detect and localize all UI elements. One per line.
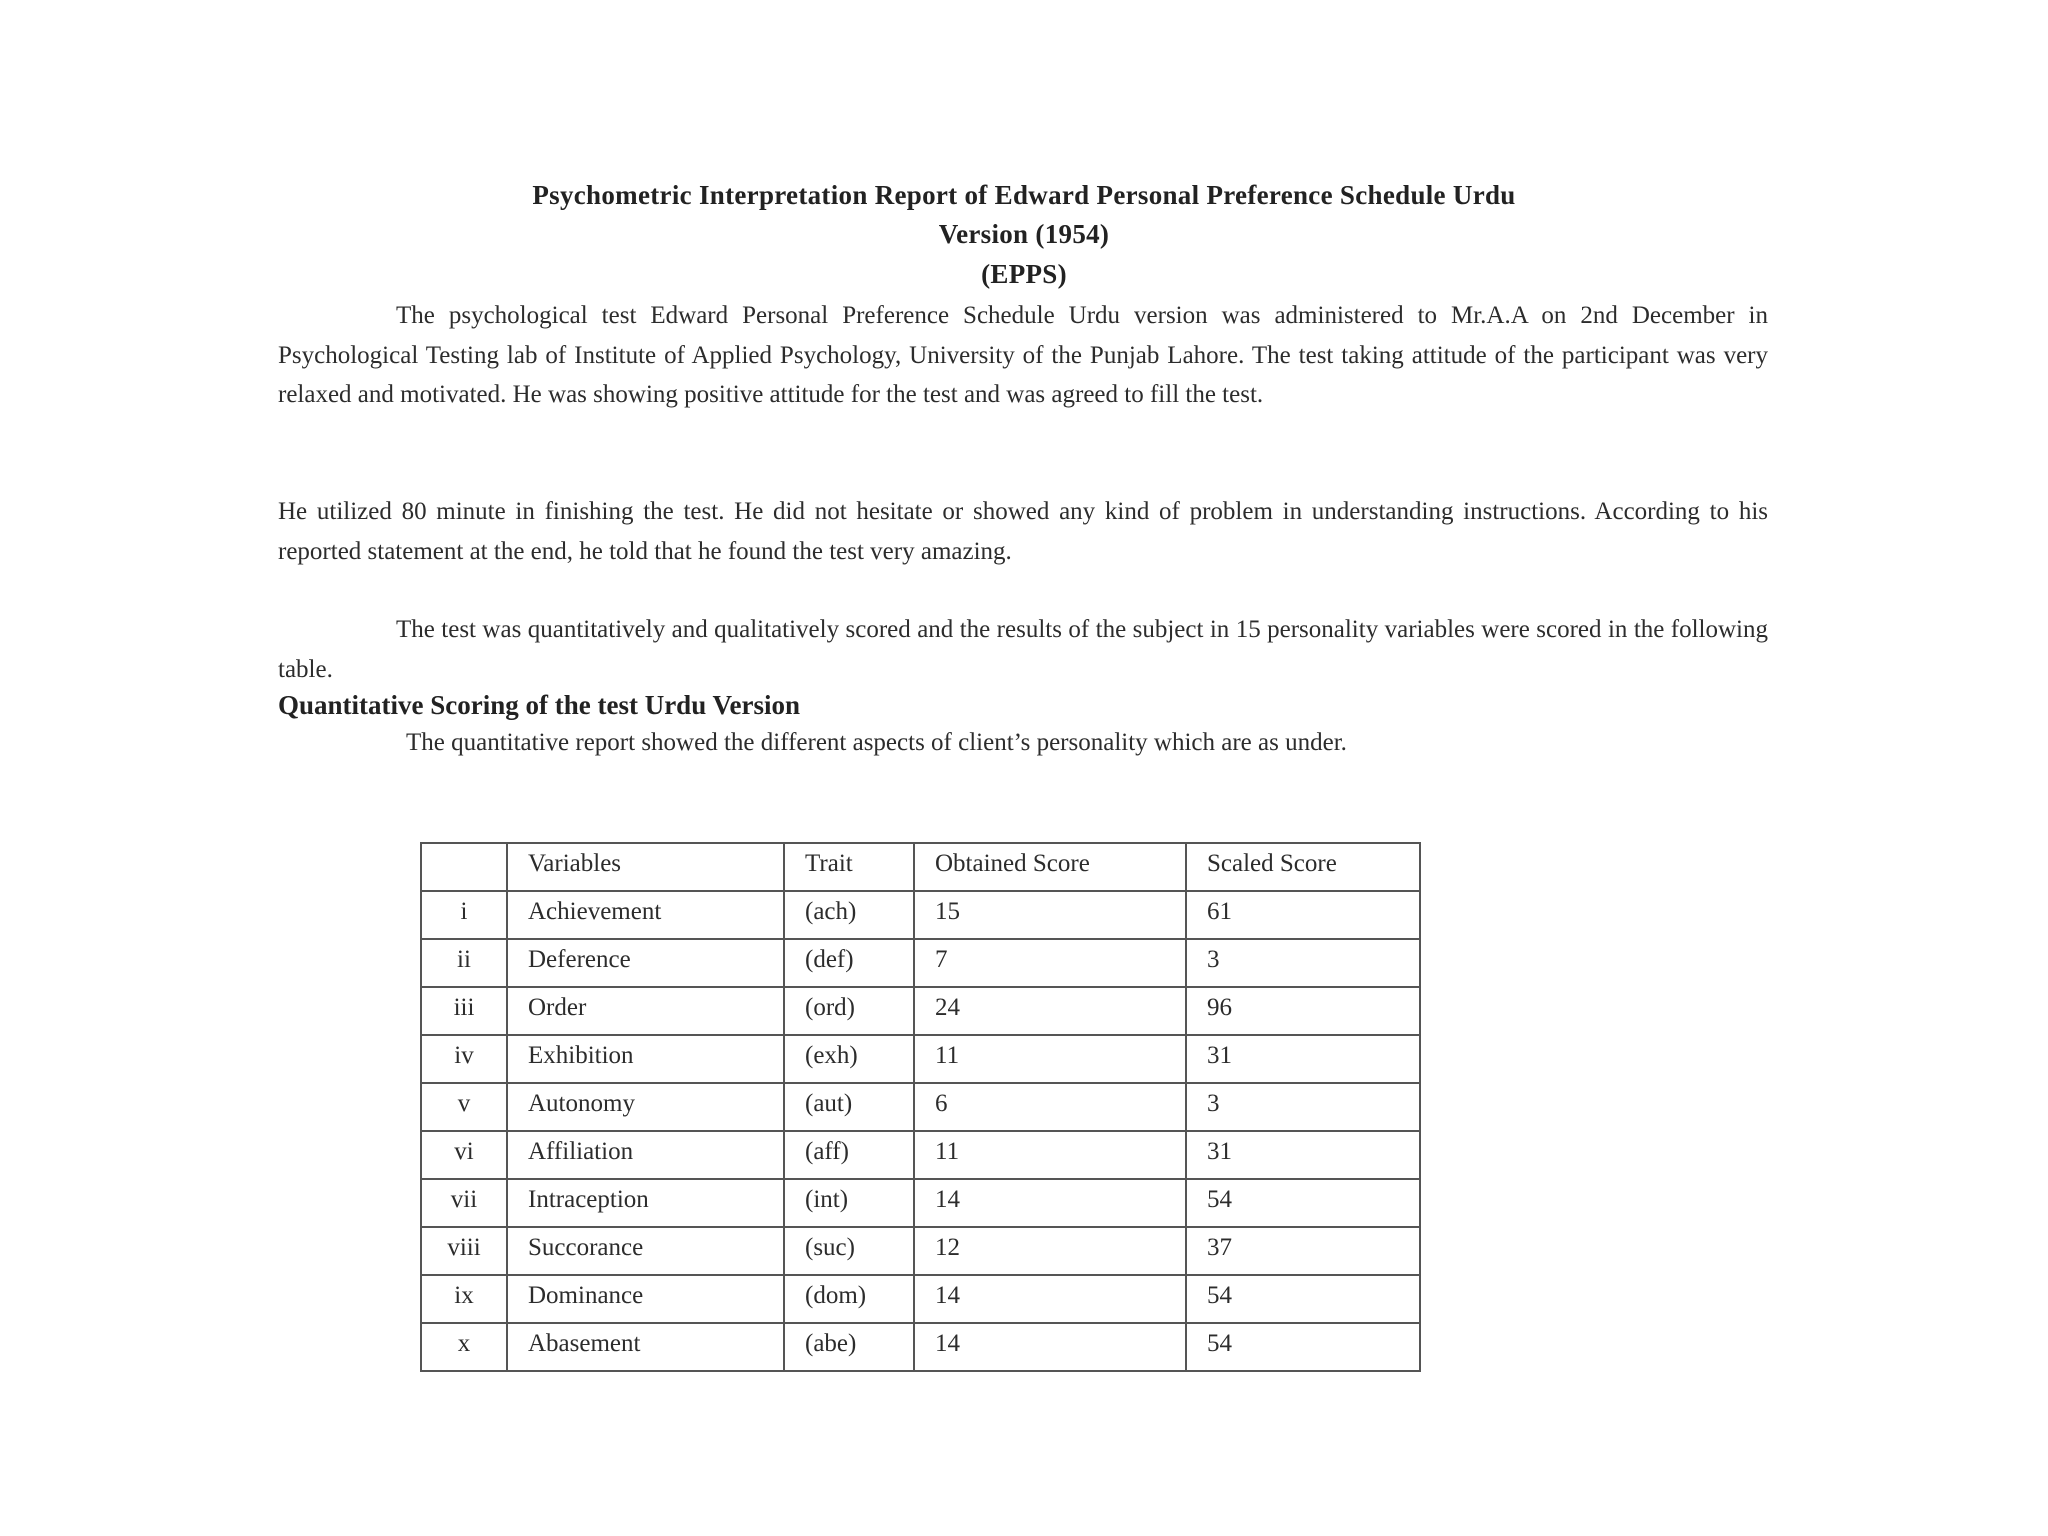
table-row [421, 1083, 1420, 1131]
row-obtained-score: 12 [914, 1227, 1186, 1275]
header-scaled-score: Scaled Score [1186, 843, 1420, 891]
paragraph-quantitative-report [278, 727, 1768, 759]
row-obtained-score: 24 [914, 987, 1186, 1035]
paragraph-quantitative-report-text: The quantitative report showed the different aspects of client’s personality which are as under. [406, 729, 1347, 756]
scores-table [420, 842, 1421, 1372]
row-trait: (ord) [784, 987, 914, 1035]
table-row [421, 987, 1420, 1035]
row-scaled-score: 54 [1186, 1179, 1420, 1227]
report-title: Psychometric Interpretation Report of Edward Personal Preference Schedule Urdu [532, 180, 1516, 210]
row-index: ii [421, 939, 507, 987]
paragraph-scoring-text: The test was quantitatively and qualitatively scored and the results of the subject in 15 personality variables were scored in the following table. [278, 616, 1768, 683]
row-variable: Dominance [507, 1275, 784, 1323]
row-index: ix [421, 1275, 507, 1323]
paragraph-administration-text: The psychological test Edward Personal Preference Schedule Urdu version was administered to Mr.A.A on 2nd December in Psychological Testing lab of Institute of Applied Psychology, University of the Punjab Lahore. The test taking attitude of the participant was very relaxed and motivated. He was showing positive attitude for the test and was agreed to fill the test. [278, 302, 1768, 408]
row-variable: Succorance [507, 1227, 784, 1275]
paragraph-duration-text: He utilized 80 minute in finishing the test. He did not hesitate or showed any kind of problem in understanding instructions. According to his reported statement at the end, he told that he found the test very amazing. [278, 498, 1768, 565]
row-variable: Abasement [507, 1323, 784, 1371]
table-row [421, 1035, 1420, 1083]
row-index: iv [421, 1035, 507, 1083]
row-variable: Affiliation [507, 1131, 784, 1179]
row-obtained-score: 6 [914, 1083, 1186, 1131]
row-obtained-score: 15 [914, 891, 1186, 939]
row-index: vi [421, 1131, 507, 1179]
row-scaled-score: 3 [1186, 939, 1420, 987]
row-obtained-score: 14 [914, 1275, 1186, 1323]
row-trait: (suc) [784, 1227, 914, 1275]
section-heading: Quantitative Scoring of the test Urdu Version [278, 690, 800, 720]
table-row [421, 891, 1420, 939]
row-variable: Order [507, 987, 784, 1035]
paragraph-scoring [278, 610, 1768, 689]
report-title-abbreviation: (EPPS) [981, 259, 1067, 289]
row-trait: (dom) [784, 1275, 914, 1323]
row-scaled-score: 96 [1186, 987, 1420, 1035]
row-scaled-score: 54 [1186, 1275, 1420, 1323]
row-scaled-score: 31 [1186, 1131, 1420, 1179]
row-scaled-score: 54 [1186, 1323, 1420, 1371]
row-index: v [421, 1083, 507, 1131]
row-trait: (aff) [784, 1131, 914, 1179]
paragraph-administration [278, 296, 1768, 415]
row-index: viii [421, 1227, 507, 1275]
table-row [421, 1131, 1420, 1179]
header-index [421, 843, 507, 891]
row-trait: (int) [784, 1179, 914, 1227]
paragraph-duration [278, 492, 1768, 571]
table-row [421, 939, 1420, 987]
header-variables: Variables [507, 843, 784, 891]
row-variable: Deference [507, 939, 784, 987]
row-index: x [421, 1323, 507, 1371]
row-obtained-score: 11 [914, 1131, 1186, 1179]
row-variable: Exhibition [507, 1035, 784, 1083]
row-trait: (aut) [784, 1083, 914, 1131]
row-obtained-score: 7 [914, 939, 1186, 987]
table-header-row [421, 843, 1420, 891]
row-trait: (abe) [784, 1323, 914, 1371]
header-obtained-score: Obtained Score [914, 843, 1186, 891]
row-trait: (exh) [784, 1035, 914, 1083]
report-title-version: Version (1954) [938, 219, 1110, 249]
row-obtained-score: 14 [914, 1323, 1186, 1371]
header-trait: Trait [784, 843, 914, 891]
row-scaled-score: 37 [1186, 1227, 1420, 1275]
row-variable: Intraception [507, 1179, 784, 1227]
row-trait: (def) [784, 939, 914, 987]
table-row [421, 1227, 1420, 1275]
row-variable: Autonomy [507, 1083, 784, 1131]
row-index: i [421, 891, 507, 939]
table-row [421, 1323, 1420, 1371]
table-row [421, 1275, 1420, 1323]
row-scaled-score: 61 [1186, 891, 1420, 939]
table-row [421, 1179, 1420, 1227]
row-index: vii [421, 1179, 507, 1227]
row-index: iii [421, 987, 507, 1035]
row-obtained-score: 11 [914, 1035, 1186, 1083]
row-obtained-score: 14 [914, 1179, 1186, 1227]
row-trait: (ach) [784, 891, 914, 939]
row-scaled-score: 31 [1186, 1035, 1420, 1083]
row-scaled-score: 3 [1186, 1083, 1420, 1131]
row-variable: Achievement [507, 891, 784, 939]
